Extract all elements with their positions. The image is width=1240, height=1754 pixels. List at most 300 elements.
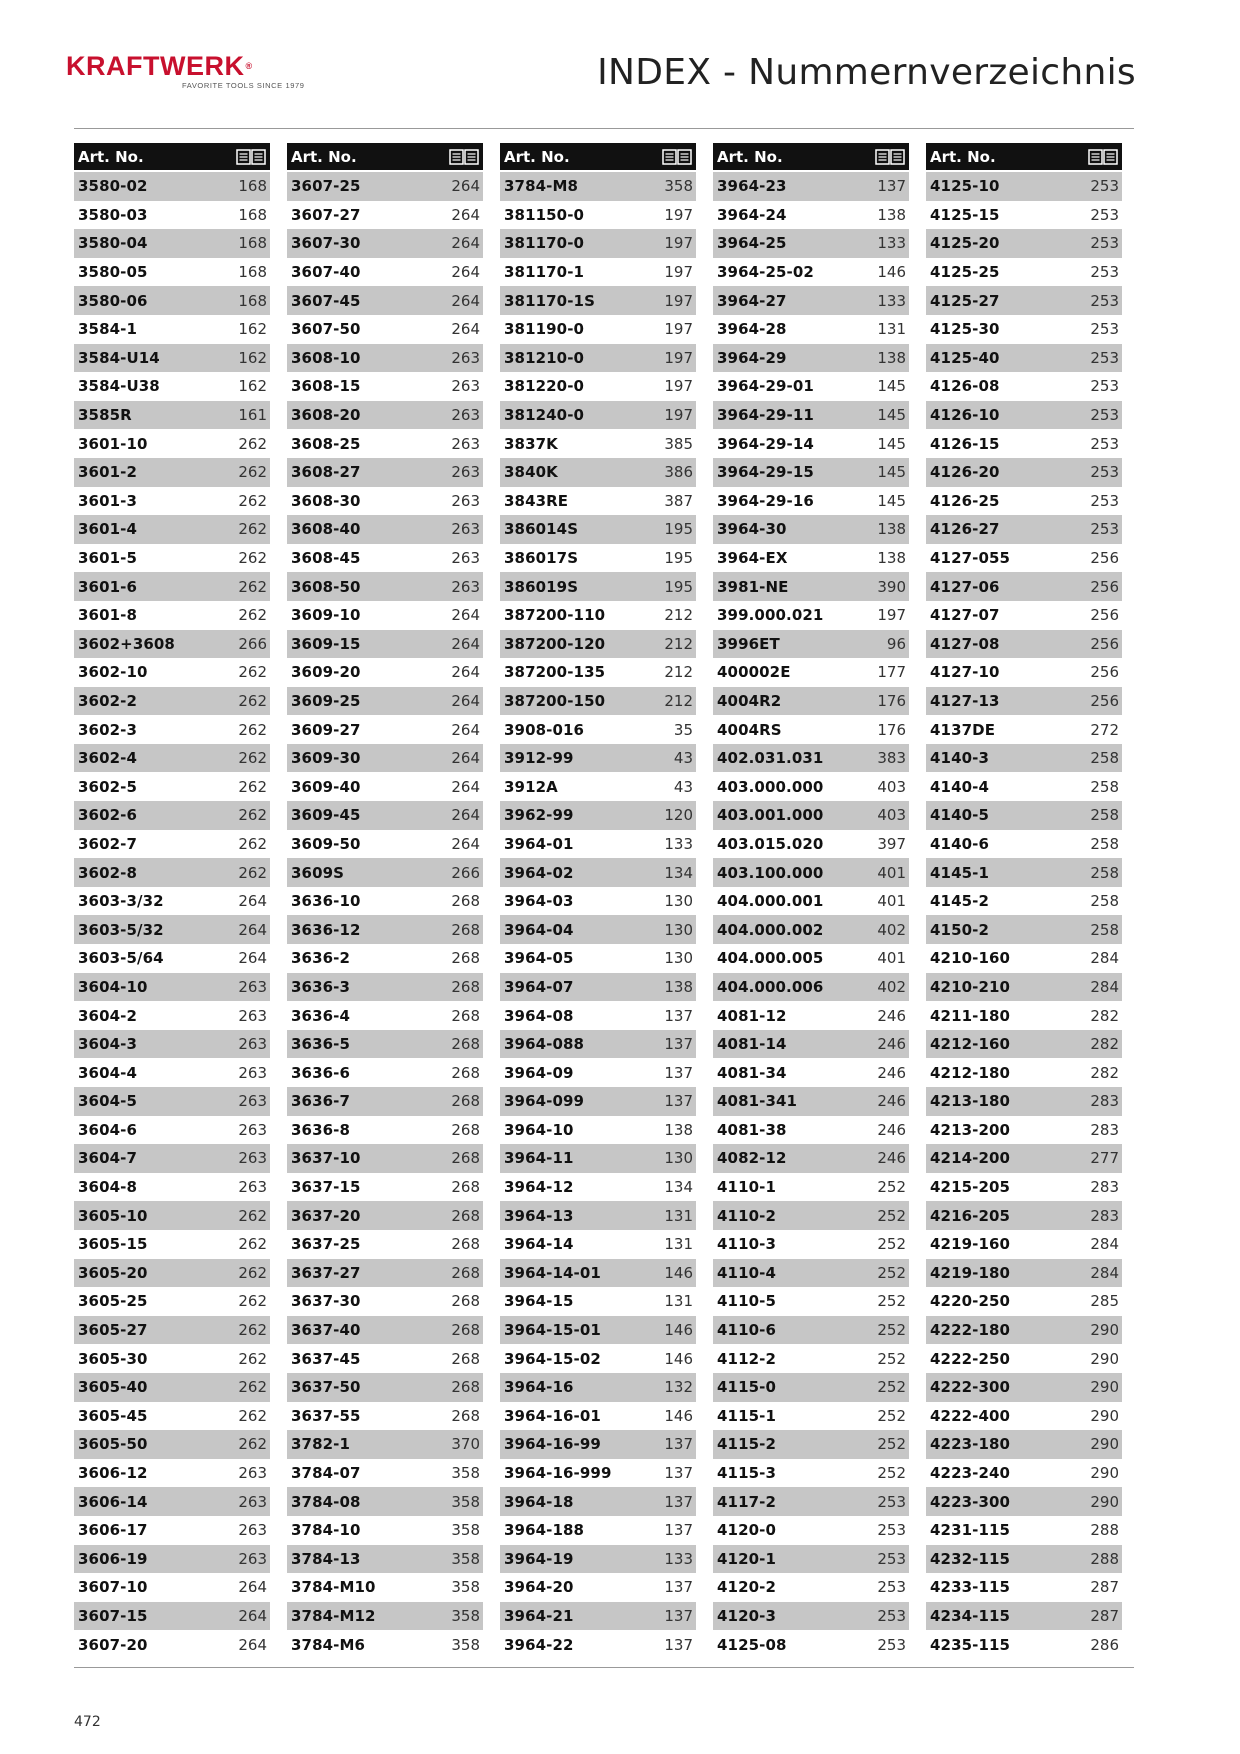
index-row — [74, 1516, 270, 1545]
page-reference: 282 — [1090, 1006, 1119, 1025]
article-number: 4125-15 — [930, 205, 1000, 224]
page-reference: 176 — [877, 720, 906, 739]
article-number: 4127-10 — [930, 663, 1000, 682]
page-reference: 197 — [877, 606, 906, 625]
index-row — [926, 258, 1122, 287]
article-number: 3996ET — [717, 634, 780, 653]
index-row — [74, 487, 270, 516]
index-row — [500, 1173, 696, 1202]
article-number: 3608-15 — [291, 377, 361, 396]
page-reference: 258 — [1090, 920, 1119, 939]
article-number: 3607-50 — [291, 320, 361, 339]
index-row — [713, 1516, 909, 1545]
index-row — [74, 1602, 270, 1631]
article-number: 381220-0 — [504, 377, 585, 396]
index-row — [74, 1573, 270, 1602]
index-row — [500, 658, 696, 687]
index-row — [713, 458, 909, 487]
index-row — [287, 1373, 483, 1402]
page-reference: 137 — [877, 177, 906, 196]
page-reference: 256 — [1090, 663, 1119, 682]
page-reference: 358 — [451, 1635, 480, 1654]
index-row — [74, 1545, 270, 1574]
page-reference: 290 — [1090, 1349, 1119, 1368]
page-reference: 145 — [877, 377, 906, 396]
article-number: 4214-200 — [930, 1149, 1011, 1168]
page-reference: 146 — [664, 1263, 693, 1282]
article-number: 3601-6 — [78, 577, 138, 596]
page-reference: 262 — [238, 1349, 267, 1368]
article-number: 4120-1 — [717, 1549, 777, 1568]
page-reference: 253 — [1090, 234, 1119, 253]
article-number: 403.100.000 — [717, 863, 824, 882]
index-row — [713, 258, 909, 287]
open-book-icon — [662, 149, 692, 165]
page-reference: 268 — [451, 949, 480, 968]
article-number: 3602-10 — [78, 663, 148, 682]
page-reference: 262 — [238, 606, 267, 625]
index-row — [500, 229, 696, 258]
page-reference: 403 — [877, 777, 906, 796]
page-reference: 161 — [238, 406, 267, 425]
index-row — [287, 429, 483, 458]
page-reference: 130 — [664, 892, 693, 911]
page-reference: 385 — [664, 434, 693, 453]
article-number: 3601-2 — [78, 463, 138, 482]
article-number: 4222-300 — [930, 1378, 1011, 1397]
index-row — [926, 801, 1122, 830]
article-number: 3605-25 — [78, 1292, 148, 1311]
article-number: 4125-27 — [930, 291, 1000, 310]
article-number: 4110-1 — [717, 1178, 777, 1197]
index-row — [287, 258, 483, 287]
index-row — [287, 1030, 483, 1059]
page-reference: 131 — [664, 1235, 693, 1254]
page-reference: 402 — [877, 920, 906, 939]
index-row — [926, 601, 1122, 630]
page-reference: 134 — [664, 1178, 693, 1197]
index-row — [713, 1116, 909, 1145]
article-number: 381170-1 — [504, 263, 585, 282]
page-reference: 401 — [877, 892, 906, 911]
article-number: 3608-27 — [291, 463, 361, 482]
article-number: 3964-19 — [504, 1549, 574, 1568]
page-reference: 264 — [451, 720, 480, 739]
article-number: 3964-20 — [504, 1578, 574, 1597]
index-row — [287, 887, 483, 916]
article-number: 3637-45 — [291, 1349, 361, 1368]
article-number: 3609-10 — [291, 606, 361, 625]
article-number: 4212-160 — [930, 1035, 1011, 1054]
index-row — [713, 658, 909, 687]
index-row — [500, 1602, 696, 1631]
article-number: 403.015.020 — [717, 834, 824, 853]
page-reference: 358 — [451, 1492, 480, 1511]
index-row — [926, 687, 1122, 716]
article-number: 3609S — [291, 863, 345, 882]
index-row — [74, 401, 270, 430]
index-row — [926, 487, 1122, 516]
article-number: 3637-30 — [291, 1292, 361, 1311]
index-row — [713, 915, 909, 944]
index-row — [74, 1230, 270, 1259]
page-reference: 168 — [238, 263, 267, 282]
index-row — [287, 1144, 483, 1173]
page-reference: 290 — [1090, 1464, 1119, 1483]
article-number: 4115-2 — [717, 1435, 777, 1454]
page-reference: 132 — [664, 1378, 693, 1397]
page-reference: 253 — [1090, 377, 1119, 396]
page-reference: 264 — [451, 205, 480, 224]
page-reference: 264 — [451, 634, 480, 653]
article-number: 386019S — [504, 577, 579, 596]
page-reference: 262 — [238, 663, 267, 682]
page-reference: 263 — [238, 1063, 267, 1082]
page-reference: 252 — [877, 1292, 906, 1311]
page-reference: 266 — [451, 863, 480, 882]
article-number: 3605-30 — [78, 1349, 148, 1368]
index-row — [500, 887, 696, 916]
index-row — [287, 1287, 483, 1316]
article-number: 3964-13 — [504, 1206, 574, 1225]
index-row — [74, 973, 270, 1002]
page-reference: 253 — [877, 1492, 906, 1511]
article-number: 3602-4 — [78, 749, 138, 768]
page-reference: 262 — [238, 1235, 267, 1254]
article-number: 4126-27 — [930, 520, 1000, 539]
page-reference: 282 — [1090, 1063, 1119, 1082]
index-row — [926, 715, 1122, 744]
index-row — [713, 372, 909, 401]
index-row — [287, 1173, 483, 1202]
article-number: 3912A — [504, 777, 558, 796]
index-row — [500, 801, 696, 830]
index-row — [500, 1201, 696, 1230]
page-reference: 263 — [238, 977, 267, 996]
index-row — [500, 1030, 696, 1059]
article-number: 4081-14 — [717, 1035, 787, 1054]
page-reference: 197 — [664, 263, 693, 282]
page-reference: 263 — [451, 434, 480, 453]
article-number: 3602+3608 — [78, 634, 175, 653]
index-row — [926, 630, 1122, 659]
index-row — [74, 1316, 270, 1345]
index-row — [500, 858, 696, 887]
page-reference: 268 — [451, 1035, 480, 1054]
article-number: 386017S — [504, 549, 579, 568]
article-number: 381150-0 — [504, 205, 585, 224]
index-row — [713, 572, 909, 601]
article-number: 4219-180 — [930, 1263, 1011, 1282]
index-row — [287, 315, 483, 344]
index-row — [74, 1087, 270, 1116]
page-reference: 383 — [877, 749, 906, 768]
index-row — [500, 944, 696, 973]
registered-mark: ® — [245, 61, 253, 71]
page-reference: 145 — [877, 463, 906, 482]
article-number: 3962-99 — [504, 806, 574, 825]
page-reference: 252 — [877, 1178, 906, 1197]
page-reference: 268 — [451, 1092, 480, 1111]
page-reference: 403 — [877, 806, 906, 825]
page-reference: 137 — [664, 1435, 693, 1454]
article-number: 4140-3 — [930, 749, 990, 768]
article-number: 3636-10 — [291, 892, 361, 911]
article-number: 4126-10 — [930, 406, 1000, 425]
page-reference: 263 — [451, 549, 480, 568]
article-number: 4125-40 — [930, 348, 1000, 367]
index-row — [500, 915, 696, 944]
article-number: 4234-115 — [930, 1606, 1011, 1625]
index-row — [287, 772, 483, 801]
index-row — [74, 344, 270, 373]
article-number: 3837K — [504, 434, 558, 453]
page-reference: 252 — [877, 1349, 906, 1368]
article-number: 3605-20 — [78, 1263, 148, 1282]
index-row — [500, 401, 696, 430]
article-number: 3584-U14 — [78, 348, 160, 367]
index-row — [926, 1087, 1122, 1116]
page-reference: 263 — [451, 491, 480, 510]
page-reference: 146 — [664, 1321, 693, 1340]
index-row — [74, 1287, 270, 1316]
index-row — [500, 1087, 696, 1116]
article-number: 4150-2 — [930, 920, 990, 939]
article-number: 3609-27 — [291, 720, 361, 739]
page-reference: 272 — [1090, 720, 1119, 739]
article-number: 4127-07 — [930, 606, 1000, 625]
article-number: 3964-29-15 — [717, 463, 814, 482]
page-reference: 252 — [877, 1321, 906, 1340]
kraftwerk-logo — [66, 52, 316, 94]
article-number: 3964-25 — [717, 234, 787, 253]
page-reference: 253 — [877, 1549, 906, 1568]
page-reference: 212 — [664, 691, 693, 710]
article-number: 3602-2 — [78, 691, 138, 710]
page-reference: 290 — [1090, 1378, 1119, 1397]
page-reference: 283 — [1090, 1092, 1119, 1111]
page-reference: 131 — [877, 320, 906, 339]
page-reference: 263 — [238, 1492, 267, 1511]
index-row — [500, 487, 696, 516]
page-reference: 268 — [451, 1120, 480, 1139]
page-reference: 401 — [877, 949, 906, 968]
open-book-icon — [449, 149, 479, 165]
index-row — [74, 1058, 270, 1087]
index-row — [287, 1316, 483, 1345]
article-number: 3784-M12 — [291, 1606, 376, 1625]
article-number: 4216-205 — [930, 1206, 1011, 1225]
article-number: 3607-40 — [291, 263, 361, 282]
index-row — [287, 544, 483, 573]
index-row — [926, 1545, 1122, 1574]
open-book-icon — [875, 149, 905, 165]
page-reference: 284 — [1090, 1263, 1119, 1282]
article-number: 3964-27 — [717, 291, 787, 310]
page-reference: 256 — [1090, 634, 1119, 653]
index-row — [74, 1173, 270, 1202]
page-reference: 268 — [451, 1349, 480, 1368]
index-row — [500, 1459, 696, 1488]
index-row — [74, 772, 270, 801]
article-number: 3964-30 — [717, 520, 787, 539]
article-number: 4127-06 — [930, 577, 1000, 596]
index-row — [500, 286, 696, 315]
index-row — [926, 1573, 1122, 1602]
article-number: 3608-45 — [291, 549, 361, 568]
index-row — [926, 515, 1122, 544]
article-number: 4211-180 — [930, 1006, 1011, 1025]
article-number: 4126-20 — [930, 463, 1000, 482]
article-number: 404.000.001 — [717, 892, 824, 911]
article-number: 3636-8 — [291, 1120, 351, 1139]
index-row — [926, 1602, 1122, 1631]
index-row — [74, 515, 270, 544]
page-reference: 162 — [238, 377, 267, 396]
index-row — [713, 1230, 909, 1259]
index-row — [713, 830, 909, 859]
article-number: 3601-5 — [78, 549, 138, 568]
article-number: 3964-16-99 — [504, 1435, 601, 1454]
index-row — [287, 401, 483, 430]
page-reference: 176 — [877, 691, 906, 710]
index-row — [74, 801, 270, 830]
index-row — [926, 429, 1122, 458]
page-reference: 290 — [1090, 1406, 1119, 1425]
index-row — [713, 1316, 909, 1345]
index-row — [74, 1344, 270, 1373]
page-reference: 137 — [664, 1492, 693, 1511]
page-reference: 253 — [1090, 320, 1119, 339]
index-row — [500, 973, 696, 1002]
index-row — [74, 915, 270, 944]
index-row — [287, 715, 483, 744]
article-number: 381210-0 — [504, 348, 585, 367]
index-row — [287, 1602, 483, 1631]
page-reference: 35 — [673, 720, 693, 739]
page-reference: 358 — [451, 1521, 480, 1540]
index-row — [74, 1030, 270, 1059]
index-row — [500, 715, 696, 744]
index-row — [926, 1259, 1122, 1288]
article-number: 3601-3 — [78, 491, 138, 510]
index-row — [926, 1201, 1122, 1230]
article-number: 3637-27 — [291, 1263, 361, 1282]
page-reference: 177 — [877, 663, 906, 682]
index-row — [287, 858, 483, 887]
index-row — [713, 201, 909, 230]
index-row — [926, 1373, 1122, 1402]
article-number: 3605-15 — [78, 1235, 148, 1254]
index-column-3 — [500, 143, 696, 1659]
column-header — [287, 143, 483, 170]
index-row — [74, 1430, 270, 1459]
index-row — [74, 658, 270, 687]
page-reference: 263 — [238, 1521, 267, 1540]
page-reference: 131 — [664, 1206, 693, 1225]
page-reference: 262 — [238, 577, 267, 596]
page-reference: 258 — [1090, 749, 1119, 768]
page-reference: 263 — [451, 406, 480, 425]
index-row — [74, 1201, 270, 1230]
index-row — [926, 1459, 1122, 1488]
index-row — [287, 915, 483, 944]
page-reference: 246 — [877, 1092, 906, 1111]
article-number: 3604-8 — [78, 1178, 138, 1197]
index-row — [287, 1545, 483, 1574]
article-number: 3602-5 — [78, 777, 138, 796]
index-row — [287, 1058, 483, 1087]
article-number: 3964-02 — [504, 863, 574, 882]
article-number: 4110-6 — [717, 1321, 777, 1340]
article-number: 3636-12 — [291, 920, 361, 939]
index-row — [287, 487, 483, 516]
index-row — [287, 1087, 483, 1116]
article-number: 4110-3 — [717, 1235, 777, 1254]
article-number: 4125-20 — [930, 234, 1000, 253]
page-reference: 137 — [664, 1464, 693, 1483]
article-number: 4081-34 — [717, 1063, 787, 1082]
index-row — [926, 830, 1122, 859]
article-number: 3609-20 — [291, 663, 361, 682]
page-reference: 168 — [238, 234, 267, 253]
page-reference: 264 — [451, 777, 480, 796]
page-reference: 134 — [664, 863, 693, 882]
index-row — [713, 401, 909, 430]
column-header — [74, 143, 270, 170]
index-row — [713, 1259, 909, 1288]
index-row — [713, 772, 909, 801]
index-row — [926, 1516, 1122, 1545]
page-reference: 258 — [1090, 806, 1119, 825]
article-number: 3784-08 — [291, 1492, 361, 1511]
article-number: 400002E — [717, 663, 791, 682]
article-number: 3609-25 — [291, 691, 361, 710]
page-reference: 133 — [664, 1549, 693, 1568]
index-row — [500, 201, 696, 230]
page-reference: 197 — [664, 377, 693, 396]
article-number: 3606-14 — [78, 1492, 148, 1511]
index-column-1 — [74, 143, 270, 1659]
page-reference: 264 — [238, 949, 267, 968]
index-row — [500, 1402, 696, 1431]
page-reference: 268 — [451, 1321, 480, 1340]
index-row — [287, 687, 483, 716]
article-number: 404.000.005 — [717, 949, 824, 968]
page-reference: 263 — [238, 1035, 267, 1054]
article-number: 3580-04 — [78, 234, 148, 253]
page-reference: 263 — [238, 1549, 267, 1568]
index-row — [500, 1545, 696, 1574]
article-number: 381240-0 — [504, 406, 585, 425]
article-number: 3609-15 — [291, 634, 361, 653]
article-number: 3609-40 — [291, 777, 361, 796]
page-reference: 268 — [451, 1378, 480, 1397]
page-reference: 263 — [238, 1464, 267, 1483]
article-number: 387200-150 — [504, 691, 606, 710]
index-row — [287, 1001, 483, 1030]
article-number: 3601-10 — [78, 434, 148, 453]
page-reference: 262 — [238, 1435, 267, 1454]
page-reference: 262 — [238, 434, 267, 453]
page-reference: 137 — [664, 1578, 693, 1597]
page-reference: 253 — [1090, 205, 1119, 224]
article-number: 3636-6 — [291, 1063, 351, 1082]
page-reference: 262 — [238, 749, 267, 768]
index-row — [713, 344, 909, 373]
page-reference: 43 — [673, 749, 693, 768]
index-row — [287, 1459, 483, 1488]
